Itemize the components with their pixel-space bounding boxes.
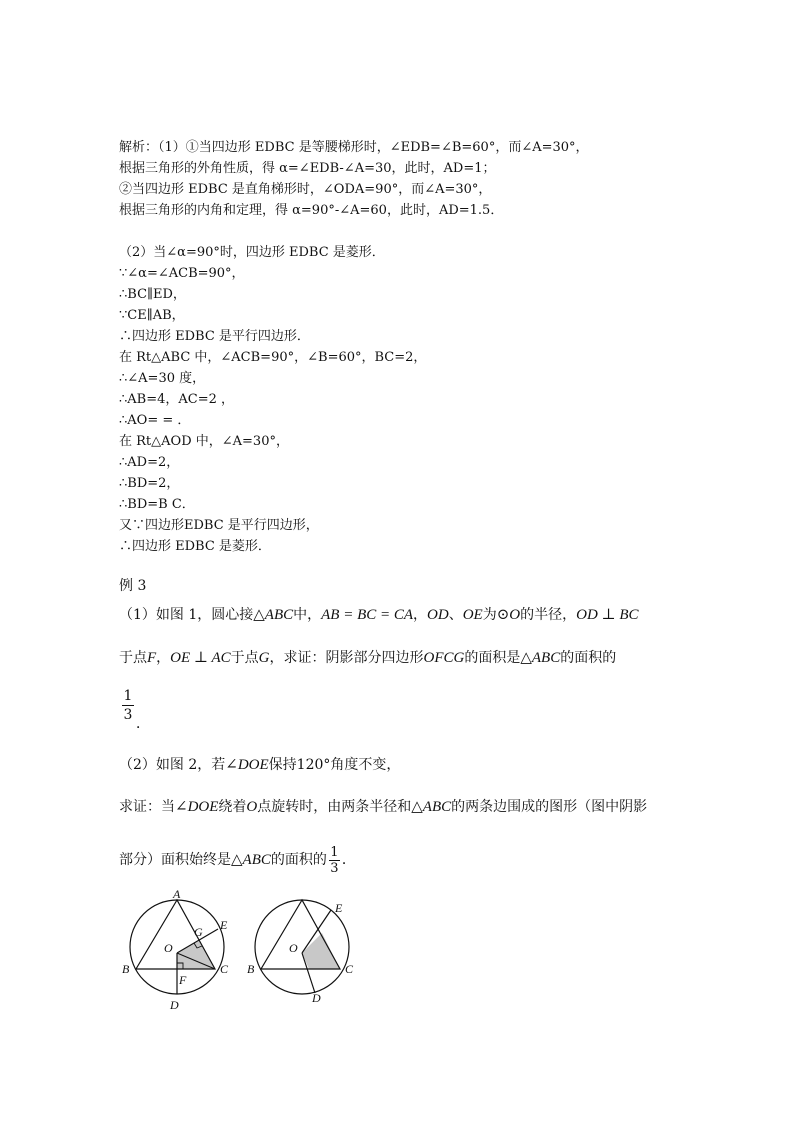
example-3-question-1-line-2 — [119, 648, 616, 668]
label-d: D — [312, 991, 321, 1005]
inline-fraction-one-third — [329, 845, 340, 876]
label-c: C — [345, 962, 354, 976]
part2-line-3: ∴BC∥ED， — [119, 287, 186, 302]
fraction-numerator: 1 — [330, 844, 339, 860]
text: （2）如图 2，若 — [119, 757, 226, 773]
text: 部分）面积始终是 — [119, 852, 231, 868]
math-angle-doe: ∠DOE — [175, 799, 219, 815]
math-triangle-abc: △ABC — [231, 852, 271, 868]
part2-line-14: 又∵四边形EDBC 是平行四边形， — [119, 518, 319, 533]
part2-line-5: ∴四边形 EDBC 是平行四边形． — [119, 329, 310, 344]
math-120-degrees: 120° — [296, 757, 331, 773]
example-3-question-1-line-1 — [119, 605, 639, 625]
label-d: D — [170, 998, 179, 1012]
solution-line-3: ②当四边形 EDBC 是直角梯形时，∠ODA=90°，而∠A=30°， — [119, 182, 492, 197]
fraction-denominator: 3 — [123, 707, 133, 723]
fraction-bar — [122, 705, 134, 706]
math-point-g: G — [258, 650, 270, 666]
math-triangle-abc: △ABC — [520, 650, 561, 666]
text: 的半径， — [520, 607, 577, 623]
part2-line-7: ∴∠A=30 度， — [119, 371, 206, 386]
label-a: A — [173, 887, 181, 901]
math-oe-perp-ac: OE ⊥ AC — [170, 650, 231, 666]
figure-2 — [235, 885, 375, 1015]
text: 角度不变， — [330, 757, 401, 773]
label-o: O — [289, 941, 298, 955]
label-f: F — [179, 973, 187, 987]
example-3-question-2-line-2 — [119, 797, 647, 817]
part2-line-2: ∵∠α=∠ACB=90°， — [119, 266, 245, 281]
text: ， — [156, 650, 171, 666]
part2-line-10: 在 Rt△AOD 中，∠A=30°， — [119, 434, 289, 449]
example-3-question-2-line-1 — [119, 755, 400, 775]
part2-line-4: ∵CE∥AB， — [119, 308, 185, 323]
part2-line-15: ∴四边形 EDBC 是菱形． — [119, 539, 271, 554]
part2-line-13: ∴BD=B C． — [119, 497, 195, 512]
label-g: G — [194, 925, 203, 939]
label-b: B — [247, 962, 255, 976]
math-point-f: F — [147, 650, 157, 666]
solution-line-2: 根据三角形的外角性质，得 α=∠EDB-∠A=30，此时，AD=1； — [119, 161, 496, 176]
math-angle-doe: ∠DOE — [225, 757, 269, 773]
part2-line-12: ∴BD=2， — [119, 476, 180, 491]
part2-line-11: ∴AD=2， — [119, 455, 180, 470]
label-b: B — [122, 962, 130, 976]
text: ， — [413, 607, 428, 623]
math-oe: OE — [462, 607, 483, 623]
math-od-perp-bc: OD ⊥ BC — [576, 607, 639, 623]
text: 中， — [293, 607, 322, 623]
shaded-region — [302, 933, 340, 969]
text: 的两条边围成的图形（图中阴影 — [451, 799, 648, 815]
text: （1）如图 1，圆心接 — [119, 607, 254, 623]
label-o: O — [164, 941, 173, 955]
text: 为 — [482, 607, 497, 623]
text: 求证：当 — [119, 799, 175, 815]
part2-line-1: （2）当∠α=90°时，四边形 EDBC 是菱形． — [119, 245, 385, 260]
fraction-denominator: 3 — [330, 860, 339, 876]
math-ofcg: OFCG — [423, 650, 465, 666]
part2-line-8: ∴AB=4，AC=2 ， — [119, 392, 235, 407]
text: 保持 — [268, 757, 297, 773]
math-triangle-abc: △ABC — [253, 607, 294, 623]
text: 的面积的 — [560, 650, 617, 666]
fraction-period: ． — [136, 716, 150, 732]
solution-line-1: 解析：（1）①当四边形 EDBC 是等腰梯形时，∠EDB=∠B=60°，而∠A=30°， — [119, 140, 589, 155]
math-triangle-abc: △ABC — [411, 799, 452, 815]
figure-1 — [110, 885, 250, 1015]
math-point-o: O — [246, 799, 258, 815]
text: ． — [341, 852, 356, 868]
label-e: E — [335, 901, 343, 915]
label-e: E — [220, 918, 228, 932]
math-od: OD — [427, 607, 449, 623]
text: 、 — [448, 607, 463, 623]
text: 的面积的 — [270, 852, 327, 868]
text: 于点 — [230, 650, 259, 666]
solution-line-4: 根据三角形的内角和定理，得 α=90°-∠A=60，此时，AD=1.5． — [119, 203, 504, 218]
fraction-one-third — [122, 688, 134, 723]
part2-line-9: ∴AO= = ． — [119, 413, 191, 428]
part2-line-6: 在 Rt△ABC 中，∠ACB=90°，∠B=60°，BC=2， — [119, 350, 427, 365]
text: 的面积是 — [464, 650, 521, 666]
text: ，求证：阴影部分四边形 — [269, 650, 424, 666]
math-circle-o: ⊙O — [496, 607, 521, 623]
text: 绕着 — [218, 799, 247, 815]
text: 于点 — [119, 650, 147, 666]
label-c: C — [220, 962, 229, 976]
text: 点旋转时，由两条半径和 — [257, 799, 412, 815]
fraction-numerator: 1 — [123, 688, 133, 704]
example-3-question-2-line-3 — [119, 836, 356, 884]
math-equal-sides: AB = BC = CA — [321, 607, 414, 623]
example-3-heading: 例 3 — [119, 578, 147, 594]
